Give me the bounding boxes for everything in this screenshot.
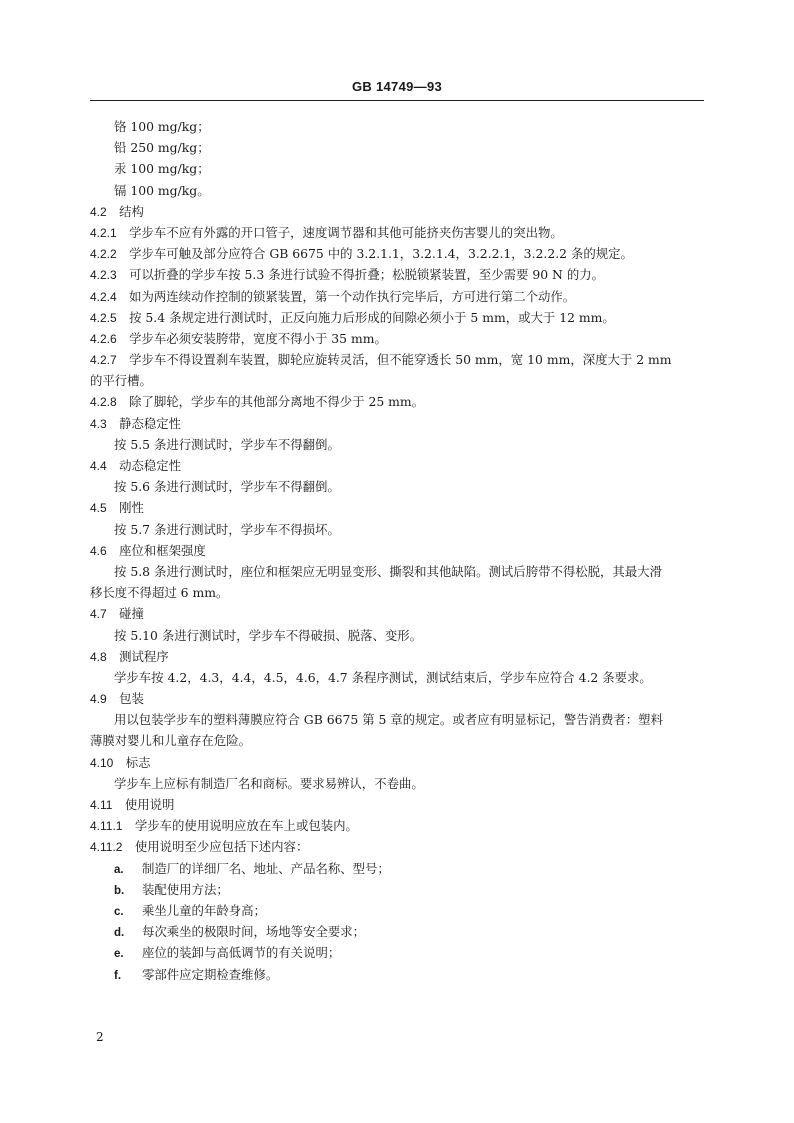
section-number: 4.11.1 — [90, 819, 123, 834]
paragraph-line: 铅 250 mg/kg； — [114, 140, 210, 156]
list-item-marker: b. — [114, 884, 125, 897]
section-text: 可以折叠的学步车按 5.3 条进行试验不得折叠；松脱锁紧装置，至少需要 90 N 的力。 — [129, 267, 604, 283]
section-text: 动态稳定性 — [119, 458, 182, 473]
paragraph-line: 镉 100 mg/kg。 — [114, 182, 210, 198]
section-number: 4.2.1 — [90, 225, 117, 240]
section-number: 4.11.2 — [90, 840, 123, 855]
paragraph-line: 汞 100 mg/kg； — [114, 161, 210, 177]
section-number: 4.4 — [90, 459, 107, 473]
paragraph-continuation: 移长度不得超过 6 mm。 — [90, 585, 229, 601]
paragraph-line: 用以包装学步车的塑料薄膜应符合 GB 6675 第 5 章的规定。或者应有明显标记，警告消费者：塑料 — [114, 712, 663, 728]
list-item-text: 制造厂的详细厂名、地址、产品名称、型号； — [142, 860, 390, 876]
section-line — [90, 752, 710, 773]
list-item-marker: c. — [114, 905, 124, 918]
section-line — [90, 391, 710, 412]
section-text: 静态稳定性 — [119, 415, 182, 431]
section-line — [90, 201, 710, 222]
paragraph-continuation: 的平行槽。 — [90, 373, 152, 389]
list-item-text: 乘坐儿童的年龄身高； — [142, 902, 266, 918]
section-text: 学步车可触及部分应符合 GB 6675 中的 3.2.1.1，3.2.1.4，3.2.2.1，3.2.2.2 条的规定。 — [129, 246, 633, 262]
header-rule — [90, 100, 704, 101]
section-line — [90, 349, 710, 370]
section-number: 4.7 — [90, 607, 107, 622]
section-number: 4.3 — [90, 416, 107, 431]
section-number: 4.2.2 — [90, 247, 117, 262]
section-line — [90, 688, 710, 709]
page-number: 2 — [96, 1030, 104, 1044]
section-text: 除了脚轮，学步车的其他部分离地不得少于 25 mm。 — [129, 394, 425, 410]
list-item — [90, 921, 710, 942]
section-number: 4.2.5 — [90, 310, 117, 325]
section-number: 4.10 — [90, 755, 114, 770]
document-body — [90, 116, 710, 985]
section-text: 学步车的使用说明应放在车上或包装内。 — [134, 818, 358, 834]
section-text: 标志 — [125, 754, 151, 770]
list-item — [90, 964, 710, 985]
list-item — [90, 942, 710, 963]
paragraph-continuation: 薄膜对婴儿和儿童存在危险。 — [90, 733, 252, 749]
section-text: 碰撞 — [119, 606, 144, 622]
section-line — [90, 455, 710, 476]
section-number: 4.8 — [90, 649, 107, 664]
paragraph-line: 按 5.8 条进行测试时，座位和框架应无明显变形、撕裂和其他缺陷。测试后胯带不得松脱，其最大滑 — [114, 563, 662, 579]
list-item-text: 座位的装卸与高低调节的有关说明； — [142, 945, 341, 961]
paragraph-line: 按 5.6 条进行测试时，学步车不得翻倒。 — [114, 479, 340, 495]
section-number: 4.2.6 — [90, 331, 117, 346]
list-item-text: 装配使用方法； — [142, 881, 229, 897]
paragraph-line: 按 5.5 条进行测试时，学步车不得翻倒。 — [114, 436, 340, 452]
section-text: 使用说明至少应包括下述内容： — [134, 839, 309, 855]
list-item-text: 每次乘坐的极限时间，场地等安全要求； — [142, 924, 366, 940]
section-text: 学步车不得设置刹车装置，脚轮应旋转灵活，但不能穿透长 50 mm，宽 10 mm，深度大于 2 mm — [129, 352, 672, 368]
section-text: 使用说明 — [124, 797, 175, 812]
paragraph-line: 学步车上应标有制造厂名和商标。要求易辨认，不卷曲。 — [114, 775, 424, 791]
paragraph-line: 学步车按 4.2，4.3，4.4，4.5，4.6，4.7 条程序测试，测试结束后，学步车应符合 4.2 条要求。 — [114, 669, 652, 685]
section-line — [90, 264, 710, 285]
section-text: 包装 — [119, 691, 144, 707]
section-number: 4.2 — [90, 204, 107, 219]
section-line — [90, 815, 710, 836]
section-text: 结构 — [119, 203, 144, 219]
section-number: 4.2.4 — [90, 289, 117, 304]
list-item — [90, 900, 710, 921]
section-text: 座位和框架强度 — [119, 542, 206, 558]
paragraph-line: 铬 100 mg/kg； — [114, 119, 210, 134]
section-line — [90, 794, 710, 815]
section-line — [90, 836, 710, 857]
section-number: 4.9 — [90, 692, 107, 707]
section-line — [90, 243, 710, 264]
section-line — [90, 646, 710, 667]
section-text: 按 5.4 条规定进行测试时，正反向施力后形成的间隙必须小于 5 mm，或大于 12 mm。 — [129, 309, 615, 325]
section-line — [90, 603, 710, 624]
section-number: 4.2.7 — [90, 353, 117, 368]
section-text: 刚性 — [119, 500, 144, 516]
section-number: 4.5 — [90, 501, 107, 516]
section-line — [90, 307, 710, 328]
section-line — [90, 222, 710, 243]
section-line — [90, 413, 710, 434]
paragraph-line: 按 5.10 条进行测试时，学步车不得破损、脱落、变形。 — [114, 627, 423, 643]
section-text: 学步车必须安装胯带，宽度不得小于 35 mm。 — [129, 330, 387, 346]
list-item-marker: d. — [114, 927, 125, 940]
section-text: 如为两连续动作控制的锁紧装置，第一个动作执行完毕后，方可进行第二个动作。 — [129, 288, 576, 304]
section-line — [90, 328, 710, 349]
section-text: 学步车不应有外露的开口管子，速度调节器和其他可能挤夹伤害婴儿的突出物。 — [129, 224, 563, 240]
document-header-code: GB 14749—93 — [351, 79, 443, 94]
list-item-text: 零部件应定期检查维修。 — [142, 966, 279, 982]
section-number: 4.2.8 — [90, 395, 117, 410]
section-number: 4.2.3 — [90, 268, 117, 283]
list-item — [90, 879, 710, 900]
section-line — [90, 286, 710, 307]
list-item-marker: a. — [114, 863, 124, 876]
section-line — [90, 497, 710, 518]
list-item — [90, 858, 710, 879]
list-item-marker: e. — [114, 948, 124, 961]
paragraph-line: 按 5.7 条进行测试时，学步车不得损坏。 — [114, 521, 340, 537]
list-item-marker: f. — [114, 969, 122, 982]
section-line — [90, 540, 710, 561]
section-number: 4.11 — [90, 798, 113, 812]
section-number: 4.6 — [90, 543, 107, 558]
section-text: 测试程序 — [119, 648, 169, 664]
